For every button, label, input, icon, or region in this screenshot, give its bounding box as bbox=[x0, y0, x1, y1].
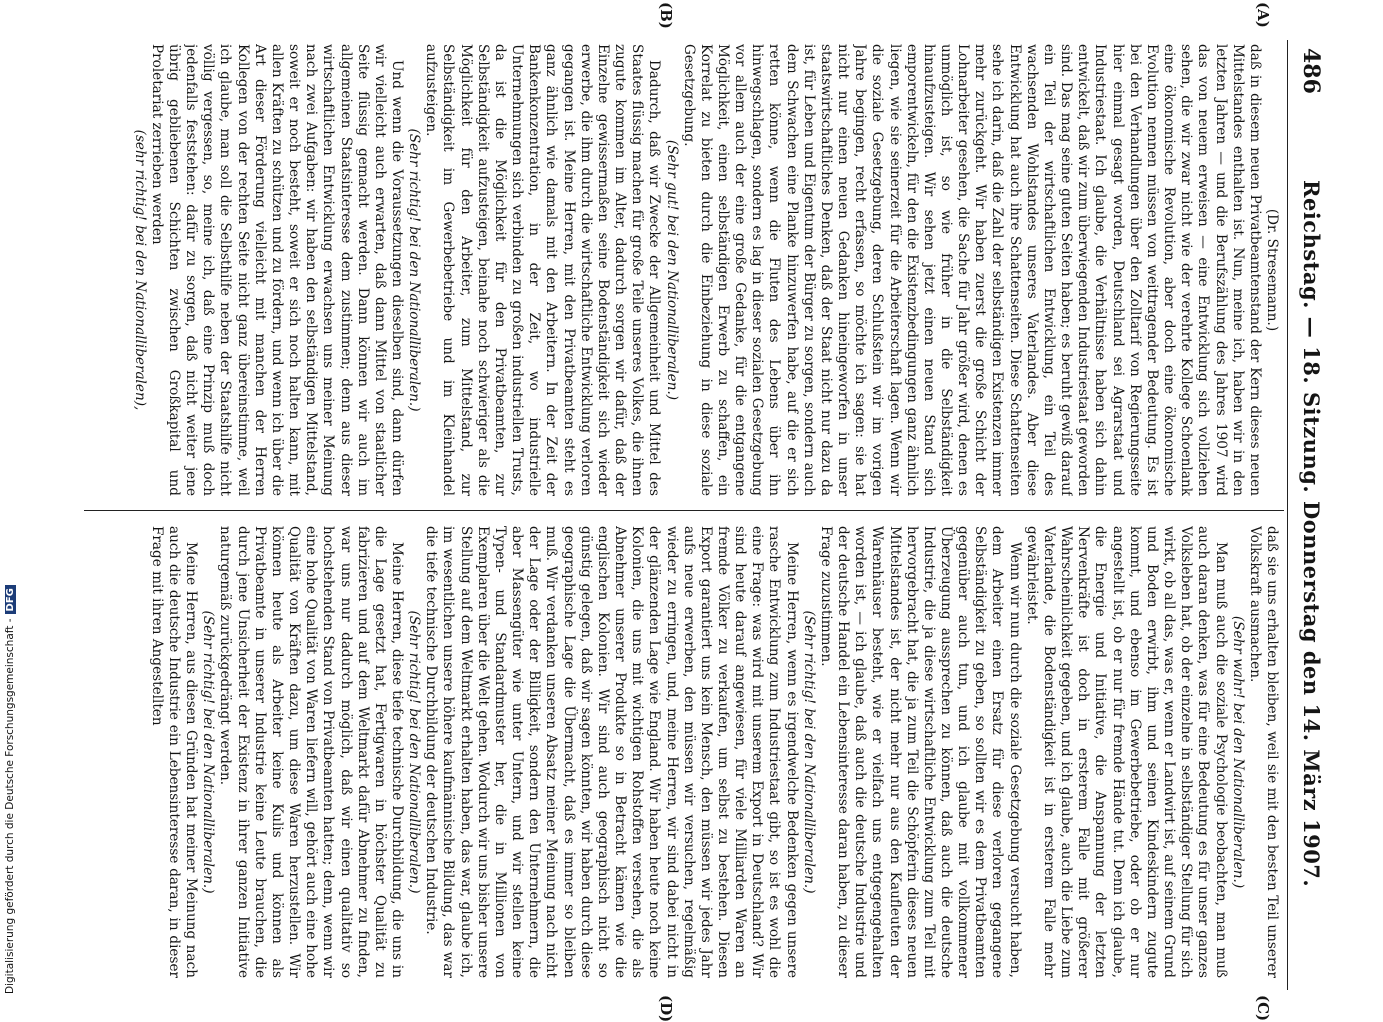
interjection: (Sehr wahr! bei den Nationalliberalen.) bbox=[1229, 615, 1246, 889]
interjection: (sehr richtig! bei den Nationalliberalen), bbox=[131, 129, 148, 411]
page-number: 486 bbox=[1298, 48, 1324, 94]
column-divider bbox=[84, 510, 1284, 511]
right-column bbox=[90, 526, 1280, 978]
margin-marker-c: (C) bbox=[1254, 995, 1272, 1022]
interjection: (Sehr richtig! bei den Nationalliberalen.) bbox=[406, 128, 423, 412]
margin-marker-d: (D) bbox=[657, 995, 675, 1022]
interjection: (Sehr richtig! bei den Nationalliberalen.) bbox=[406, 610, 423, 894]
paragraph: daß in diesem neuen Privatbeamtenstand der Kern dieses neuen Mittelstandes enthalten ist. Nun, meine ich, haben wir in den letzten Jahren — und die Berufszählung des Jahres 1907 wird das von neuem erweisen — eine Entwicklung sich vollziehen sehen, die wir zwar nicht wie der verehrte Kollege Schoenlank eine ökonomische Revolution, aber doch eine ökonomische Evolution nennen müssen von weittragender Bedeutung. Es ist bei den Verhandlungen über den Zolltarif von Regierungsseite hier einmal gesagt worden, Deutschland sei Agrarstaat und Industriestaat. Ich glaube, die Verhältnisse haben sich dahin entwickelt, daß wir zum überwiegenden Industriestaat geworden sind. Das mag seine guten Seiten haben; es beruht gewiß darauf ein Teil der wirtschaftlichen Entwicklung, ein Teil des wachsenden Wohlstandes unseres Vaterlandes. Aber diese Entwicklung hat auch ihre Schattenseiten. Diese Schattenseiten sehe ich darin, daß die Zahl der selbständigen Existenzen immer mehr zurückgeht. Wir haben zuerst die große Schicht der Lohnarbeiter gesehen, die Sache für Jahr größer wird, denen es unmöglich ist, so wie früher in die Selbständigkeit hinaufzusteigen. Wir sehen jetzt einen neuen Stand sich emporentwickeln, für den die Existenzbedingungen ganz ähnlich liegen, wie sie seinerzeit für die Arbeiterschaft lagen. Wenn wir die soziale Gesetzgebung, deren Schlußstein wir im vorigen Jahre begingen, recht erfassen, so möchte ich sagen: sie hat nicht nur einen neuen Gedanken hineingeworfen in unser staatswirtschaftliches Denken, daß der Staat nicht nur dazu da ist, für Leben und Eigentum der Bürger zu sorgen, sondern auch dem Schwachen eine Planke hinzuwerfen habe, auf die er sich retten könne, wenn die Fluten des Lebens über ihn hinwegschlagen, sondern es lag in dieser sozialen Gesetzgebung vor allem auch der eine große Gedanke, für die entgangene Möglichkeit, einen selbständigen Erwerb zu schaffen, ein Korrelat zu bieten durch die Einbeziehung in diese soziale Gesetzgebung. bbox=[680, 44, 1263, 496]
paragraph: Meine Herren, diese tiefe technische Durchbildung, die uns in die Lage gesetzt hat, Fertigwaren in höchster Qualität zu fabrizieren und auf dem Weltmarkt dafür Abnehmer zu finden, war uns nur dadurch möglich, daß wir einen qualitativ so hochstehenden Stand von Privatbeamten hatten; denn, wenn wir eine hohe Qualität von Waren liefern will, gehört auch eine hohe Qualität von Kräften dazu, um diese Waren herzustellen. Wir können heute als Arbeiter keine Kulis und können als Privatbeamte in unserer Industrie keine Leute brauchen, die durch jene Unsicherheit der Existenz in ihrer ganzen Initiative naturgemäß zurückgedrängt werden. bbox=[217, 526, 406, 978]
paragraph: Meine Herren, aus diesen Gründen hat meiner Meinung nach auch die deutsche Industrie ein Lebensinteresse daran, in dieser Frage mit ihren Angestellten bbox=[148, 526, 200, 978]
paragraph: Dadurch, daß wir Zwecke der Allgemeinheit und Mittel des Staates flüssig machen für große Teile unseres Volkes, die ihnen zugute kommen im Alter, dadurch sorgen wir dafür, daß der Einzelne gewissermaßen seine Bodenständigkeit sich wieder erwerbe, die ihm durch die wirtschaftliche Entwicklung verloren gegangen ist. Meine Herren, mit den Privatbeamten steht es ganz ähnlich wie damals mit den Arbeitern. In der Zeit der Bankenkonzentration, in der Zeit, wo industrielle Unternehmungen sich verbinden zu großen industriellen Trusts, da ist die Möglichkeit für den Privatbeamten, zur Selbständigkeit aufzusteigen, beinahe noch schwieriger als die Möglichkeit für den Arbeiter, zum Mittelstand, zur Selbständigkeit im Gewerbebetriebe und im Kleinhandel aufzusteigen. bbox=[423, 44, 663, 496]
paragraph: Wenn wir nun durch die soziale Gesetzgebung versucht haben, dem Arbeiter einen Ersatz für diese verloren gegangene Selbständigkeit zu geben, so sollten wir es dem Privatbeamten gegenüber auch tun, und ich glaube mit vollkommener Überzeugung aussprechen zu können, daß auch die deutsche Industrie, die ja diese wirtschaftliche Entwicklung zum Teil mit hervorgebracht hat, die ja zum Teil die Schöpferin dieses neuen Mittelstandes ist, der nicht mehr nur aus den Kaufleuten der Warenhäuser besteht, wie er vielfach uns entgegengehalten worden ist, — ich glaube, daß auch die deutsche Industrie und der deutsche Handel ein Lebensinteresse daran haben, zu dieser Frage zuzustimmen. bbox=[817, 526, 1023, 978]
paragraph: daß sie uns erhalten bleiben, weil sie mit den besten Teil unserer Volkskraft ausmachen. bbox=[1246, 526, 1280, 978]
interjection: (Sehr richtig! bei den Nationalliberalen.) bbox=[200, 610, 217, 894]
header-rule bbox=[1287, 40, 1288, 990]
paragraph: Und wenn die Voraussetzungen dieselben sind, dann dürfen wir vielleicht auch erwarten, daß dann Mittel von staatlicher Seite flüssig gemacht werden. Dann können wir auch im allgemeinen Staatsinteresse dem zustimmen; denn aus dieser wirtschaftlichen Entwicklung erwachsen uns meiner Meinung nach zwei Aufgaben: wir haben den selbständigen Mittelstand, soweit er noch besteht, soweit er sich noch halten kann, mit allen Kräften zu schützen und zu fördern, und wenn ich über die Art dieser Förderung vielleicht mit manchen der Herren Kollegen von der rechten Seite nicht ganz übereinstimme, weil ich glaube, man soll die Selbsthilfe neben der Staatshilfe nicht völlig vergessen, so, meine ich, daß eine Prinzip muß doch jedenfalls feststehen: dafür zu sorgen, daß nicht weiter jene übrig gebliebenen Schichten zwischen Großkapital und Proletariat zerrieben werden bbox=[148, 44, 406, 496]
paragraph: Meine Herren, wenn es irgendwelche Bedenken gegen unsere rasche Entwicklung zum Industriestaat gibt, so ist es wohl die eine Frage: was wird mit unserem Export in Deutschland? Wir sind heute darauf angewiesen, für viele Milliarden Waren an fremde Völker zu verkaufen, um selbst zu bestehen. Diesen Export garantiert uns kein Mensch, den müssen wir jedes Jahr aufs neue erwerben, den müssen wir versuchen, regelmäßig wieder zu erringen, und, meine Herren, wir sind dabei nicht in der glänzenden Lage wie England. Wir haben heute noch keine Kolonien, die uns mit wichtigen Rohstoffen versehen, die als Abnehmer unserer Produkte so in Betracht kämen wie die englischen Kolonien. Wir sind auch geographisch nicht so günstig gelegen, daß wir sagen könnten, wir haben durch diese geographische Lage die Übermacht, daß es immer so bleiben muß. Wir verdanken unseren Absatz meiner Meinung nach nicht der Lage oder der Billigkeit, sondern den Unternehmern, die aber Massengüter wie unter Untern, und wir stellen keine Typen- und Standardmuster her, die in Millionen von Exemplaren über die Welt gehen. Wodurch wir uns bisher unsere Stellung auf dem Weltmarkt erhalten haben, das war, glaube ich, im wesentlichen unsere höhere kaufmännische Bildung, das war die tiefe technische Durchbildung der deutschen Industrie. bbox=[423, 526, 800, 978]
interjection: (Sehr richtig! bei den Nationalliberalen.) bbox=[800, 610, 817, 894]
speaker-label: (Dr. Stresemann.) bbox=[1264, 208, 1280, 332]
dfg-logo-badge: DFG bbox=[5, 585, 16, 614]
left-column bbox=[90, 44, 1280, 496]
page-title: Reichstag. — 18. Sitzung. Donnerstag den 14. März 1907. bbox=[1299, 180, 1324, 888]
paragraph: Man muß auch die soziale Psychologie beobachten, man muß auch daran denken, was für eine Bedeutung es für unser ganzes Volksleben hat, ob der einzelne in selbständiger Stellung für sich wirkt, ob all das, was er, wenn er Landwirt ist, auf seinem Grund und Boden erwirbt, ihm und seinen Kindeskindern zugute kommt, und ebenso im Gewerbebetriebe, oder ob er nur angestellt ist, ob er nur für fremde Hände tut. Denn ich glaube, die Energie und Initiative, die Anspannung der letzten Nervenkräfte ist doch in ersterem Falle mit größerer Wahrscheinlichkeit gegeben, und ich glaube, auch die Liebe zum Vaterlande, die Bodenständigkeit ist in ersterem Falle mehr gewährleistet. bbox=[1023, 526, 1229, 978]
margin-marker-a: (A) bbox=[1254, 2, 1272, 28]
margin-marker-b: (B) bbox=[657, 2, 675, 29]
interjection: (Sehr gut! bei den Nationalliberalen.) bbox=[663, 139, 680, 401]
page-header bbox=[1290, 40, 1330, 990]
rotated-page bbox=[80, 2, 1330, 1022]
footer-text: Digitalisierung gefördert durch die Deutsche Forschungsgemeinschaft - bbox=[4, 618, 16, 994]
digitization-footer bbox=[4, 4, 24, 994]
